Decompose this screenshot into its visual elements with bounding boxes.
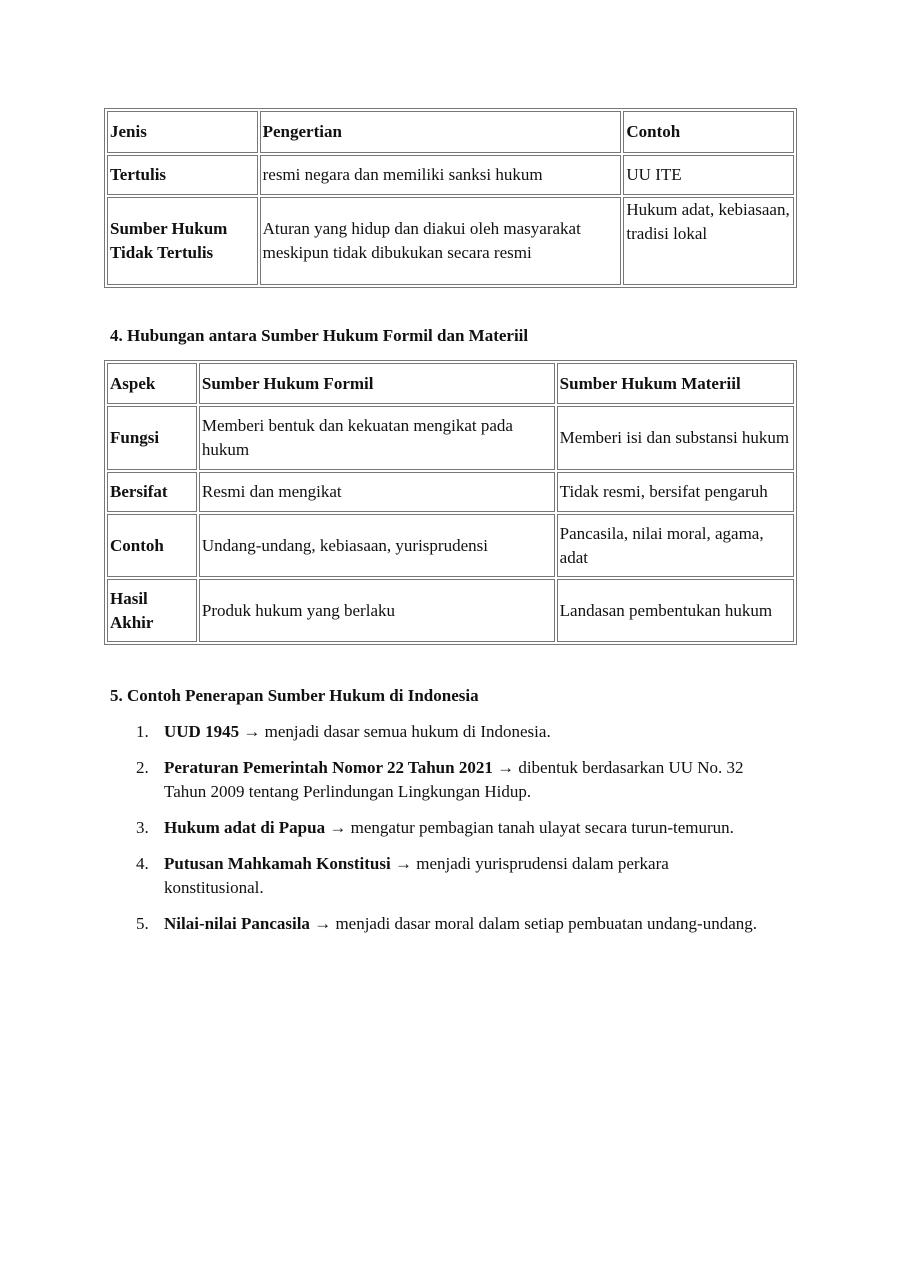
header-cell-aspek: Aspek [107, 363, 197, 404]
header-cell-contoh: Contoh [623, 111, 794, 153]
header-cell-materiil: Sumber Hukum Materiil [557, 363, 794, 404]
list-item-text: → mengatur pembagian tanah ulayat secara turun-temurun. [325, 818, 734, 837]
materiil-cell: Tidak resmi, bersifat pengaruh [557, 472, 794, 512]
header-cell-pengertian: Pengertian [260, 111, 622, 153]
example-cell: UU ITE [623, 155, 794, 195]
definition-cell: Aturan yang hidup dan diakui oleh masyarakat meskipun tidak dibukukan secara resmi [260, 197, 622, 285]
list-number: 2. [136, 758, 149, 777]
list-item-title: UUD 1945 [164, 722, 240, 741]
list-number: 5. [136, 914, 149, 933]
aspect-cell: Hasil Akhir [107, 579, 197, 642]
formal-material-comparison-table [104, 360, 797, 645]
example-cell: Hukum adat, kebiasaan, tradisi lokal [623, 197, 794, 285]
list-number: 1. [136, 722, 149, 741]
table-row [107, 155, 794, 195]
table-row [107, 514, 794, 577]
formil-cell: Undang-undang, kebiasaan, yurisprudensi [199, 514, 555, 577]
list-item-title: Hukum adat di Papua [164, 818, 326, 837]
materiil-cell: Landasan pembentukan hukum [557, 579, 794, 642]
table-header-row [107, 363, 794, 404]
materiil-cell: Pancasila, nilai moral, agama, adat [557, 514, 794, 577]
list-item [128, 720, 768, 744]
list-item [128, 816, 768, 840]
list-item-title: Nilai-nilai Pancasila [164, 914, 310, 933]
header-cell-formil: Sumber Hukum Formil [199, 363, 555, 404]
list-item-title: Peraturan Pemerintah Nomor 22 Tahun 2021 [164, 758, 493, 777]
list-item [128, 756, 768, 804]
definition-cell: resmi negara dan memiliki sanksi hukum [260, 155, 622, 195]
table-row [107, 406, 794, 470]
formil-cell: Resmi dan mengikat [199, 472, 555, 512]
list-item-text: → dibentuk berdasarkan UU No. 32 Tahun 2009 tentang Perlindungan Lingkungan Hidup. [164, 758, 744, 801]
section-4-heading: 4. Hubungan antara Sumber Hukum Formil dan Materiil [110, 326, 529, 345]
formil-cell: Memberi bentuk dan kekuatan mengikat pada hukum [199, 406, 555, 470]
section-5-heading: 5. Contoh Penerapan Sumber Hukum di Indonesia [110, 686, 479, 705]
list-item [128, 912, 768, 936]
materiil-cell: Memberi isi dan substansi hukum [557, 406, 794, 470]
aspect-cell: Bersifat [107, 472, 197, 512]
list-item [128, 852, 768, 900]
aspect-cell: Contoh [107, 514, 197, 577]
table-header-row [107, 111, 794, 153]
table-row [107, 472, 794, 512]
legal-source-types-table [104, 108, 797, 288]
examples-list [128, 720, 768, 948]
header-cell-jenis: Jenis [107, 111, 258, 153]
list-number: 4. [136, 854, 149, 873]
row-label-cell: Sumber Hukum Tidak Tertulis [107, 197, 258, 285]
list-item-text: → menjadi dasar semua hukum di Indonesia. [239, 722, 551, 741]
list-item-text: → menjadi dasar moral dalam setiap pembuatan undang-undang. [309, 914, 757, 933]
list-item-title: Putusan Mahkamah Konstitusi [164, 854, 391, 873]
row-label-cell: Tertulis [107, 155, 258, 195]
table-row [107, 579, 794, 642]
list-number: 3. [136, 818, 149, 837]
aspect-cell: Fungsi [107, 406, 197, 470]
table-row [107, 197, 794, 285]
list-item-text: → menjadi yurisprudensi dalam perkara konstitusional. [164, 854, 669, 897]
formil-cell: Produk hukum yang berlaku [199, 579, 555, 642]
